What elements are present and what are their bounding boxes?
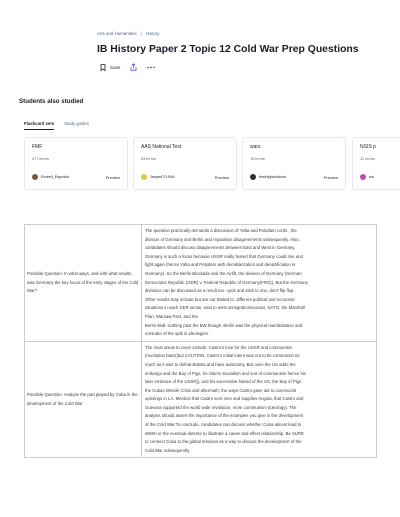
answer-line: situations in each GER sector, east to west immigration/exodus, NATO, the Marshall bbox=[145, 305, 305, 311]
answer-cell bbox=[142, 341, 377, 458]
answer-line: Germany). So the Berlin Blockade and the Airlift, the division of Germany (German bbox=[145, 270, 302, 276]
avatar bbox=[250, 174, 256, 180]
answer-line: Guevara supported the world wide revolution, more communism (ideology). The bbox=[145, 404, 297, 410]
breadcrumb bbox=[97, 31, 159, 36]
flashcard-set-card[interactable] bbox=[242, 137, 346, 190]
card-term-count: 12 terms bbox=[360, 157, 375, 161]
answer-line: division of Germany and Berlin and reparation disagreements subsequently. Also, bbox=[145, 236, 300, 242]
preview-button[interactable]: Preview bbox=[323, 174, 338, 180]
answer-line: uprisings in LA. Mention that Castro sent men and supplies Angola, that Castro and bbox=[145, 396, 304, 402]
answer-line: to connect Cuba to the global tensions as a way to discuss the development of the bbox=[145, 439, 302, 445]
flashcard-set-card[interactable] bbox=[133, 137, 237, 190]
avatar bbox=[141, 174, 147, 180]
answer-line: embargo and the Bay of Pigs, he claims Socialism and sort of communism hence his bbox=[145, 370, 306, 376]
answer-line: The main areas to cover include: Castro's love for the USSR and communism bbox=[145, 344, 293, 350]
also-studied-tabs bbox=[24, 121, 89, 130]
card-author[interactable] bbox=[141, 174, 175, 180]
set-actions bbox=[100, 63, 155, 71]
share-button[interactable] bbox=[130, 63, 137, 71]
preview-button[interactable]: Preview bbox=[214, 174, 229, 180]
card-author-name: etu bbox=[369, 175, 375, 179]
answer-line: Democratic Republic (GDR) v. Federal Republic of Germany(FRG)). But the Germany bbox=[145, 279, 309, 285]
answer-line: Cold War subsequently. bbox=[145, 447, 191, 453]
answer-line: candidates should discuss disagreements between East and West in Germany. bbox=[145, 245, 296, 251]
preview-button[interactable]: Preview bbox=[105, 174, 120, 180]
card-author-name: Jasper07190A bbox=[150, 175, 175, 179]
card-author[interactable] bbox=[360, 174, 374, 180]
answer-line: divisions can be discussed as a result too --pick and stick to one, don't flip flop. bbox=[145, 288, 295, 294]
answer-line: fight again (hence Yalta and Potsdam with demilitarization and denazification in bbox=[145, 262, 296, 268]
answer-line: (revolution basis)but CAUTION, Castro's initial intent was not to be communist so bbox=[145, 353, 300, 359]
save-label: Save bbox=[110, 64, 121, 70]
card-author-name: Emeeli_Esposito bbox=[41, 175, 70, 179]
card-title: wars bbox=[250, 144, 261, 150]
flashcard-set-carousel bbox=[24, 137, 400, 193]
answer-line: Germany is such a focus because USSR really feared that Germany could rise and bbox=[145, 253, 303, 259]
answer-line: much as it was to defeat Batista and have autonomy. But once the US adds the bbox=[145, 361, 296, 367]
more-options-button[interactable] bbox=[147, 66, 155, 69]
card-title: AAS National Test bbox=[141, 144, 182, 150]
question-cell: Possible Question: Analyse the part played by Cuba in the development of the Cold War. bbox=[25, 341, 142, 458]
answer-line: analysis should assert the importance of the examples you give in the development bbox=[145, 413, 304, 419]
question-answer-table bbox=[24, 224, 377, 458]
page-title: IB History Paper 2 Topic 12 Cold War Prep Questions bbox=[97, 44, 359, 55]
card-author[interactable] bbox=[250, 174, 286, 180]
card-author-name: fredhighstudium bbox=[259, 175, 287, 179]
card-term-count: 15 terms bbox=[250, 157, 265, 161]
breadcrumb-parent-link[interactable]: Arts and Humanities bbox=[97, 31, 137, 36]
avatar bbox=[360, 174, 366, 180]
card-author[interactable] bbox=[32, 174, 69, 180]
flashcard-set-card[interactable] bbox=[352, 137, 400, 190]
answer-line: later embrace of the USSR]), and his successive hatred of the US, the Bay of Pigs bbox=[145, 379, 302, 385]
answer-line: The question practically demands a discussion of Yalta and Potsdam confs., the bbox=[145, 228, 297, 233]
card-title: NSIS p bbox=[360, 144, 376, 150]
table-row bbox=[25, 341, 377, 458]
flashcard-set-card[interactable] bbox=[24, 137, 128, 190]
answer-line: the Cuban Missile Crisis and aftermath; the ways Castro gave aid to communist bbox=[145, 387, 297, 393]
table-row bbox=[25, 225, 377, 342]
tab-flashcard-sets[interactable]: Flashcard sets bbox=[24, 121, 54, 130]
card-term-count: 53 terms bbox=[141, 157, 156, 161]
answer-line: Other results may include but are not limited to: different political and economic bbox=[145, 296, 296, 302]
card-term-count: 277 terms bbox=[32, 157, 49, 161]
answer-cell bbox=[142, 225, 377, 342]
share-icon bbox=[130, 63, 137, 71]
tab-study-guides[interactable]: Study guides bbox=[64, 121, 89, 126]
breadcrumb-separator: / bbox=[140, 31, 142, 36]
bookmark-icon bbox=[100, 64, 106, 71]
save-button[interactable] bbox=[100, 64, 120, 71]
card-title: FMF bbox=[32, 144, 43, 150]
answer-line: Berlin Wall -nothing past the BW though. Berlin was the physical manifestation and bbox=[145, 322, 303, 328]
avatar bbox=[32, 174, 38, 180]
more-dots-icon bbox=[147, 66, 155, 69]
breadcrumb-current-link[interactable]: History bbox=[145, 31, 160, 36]
answer-line: WWIII or the eventual detente to illustrate a cause and effect relationship. Be SURE bbox=[145, 430, 304, 436]
answer-line: reminder of the split in ideologies. bbox=[145, 331, 210, 337]
answer-line: Plan, Warsaw Pact, and the bbox=[145, 313, 198, 319]
also-studied-heading: Students also studied bbox=[19, 98, 84, 105]
answer-line: of the Cold War.To conclude, candidates can discuss whether Cuba almost lead to bbox=[145, 422, 302, 428]
question-cell: Possible Question: In what ways, and with what results, was Germany the key focus of the early stages of the Cold War? bbox=[25, 225, 142, 342]
